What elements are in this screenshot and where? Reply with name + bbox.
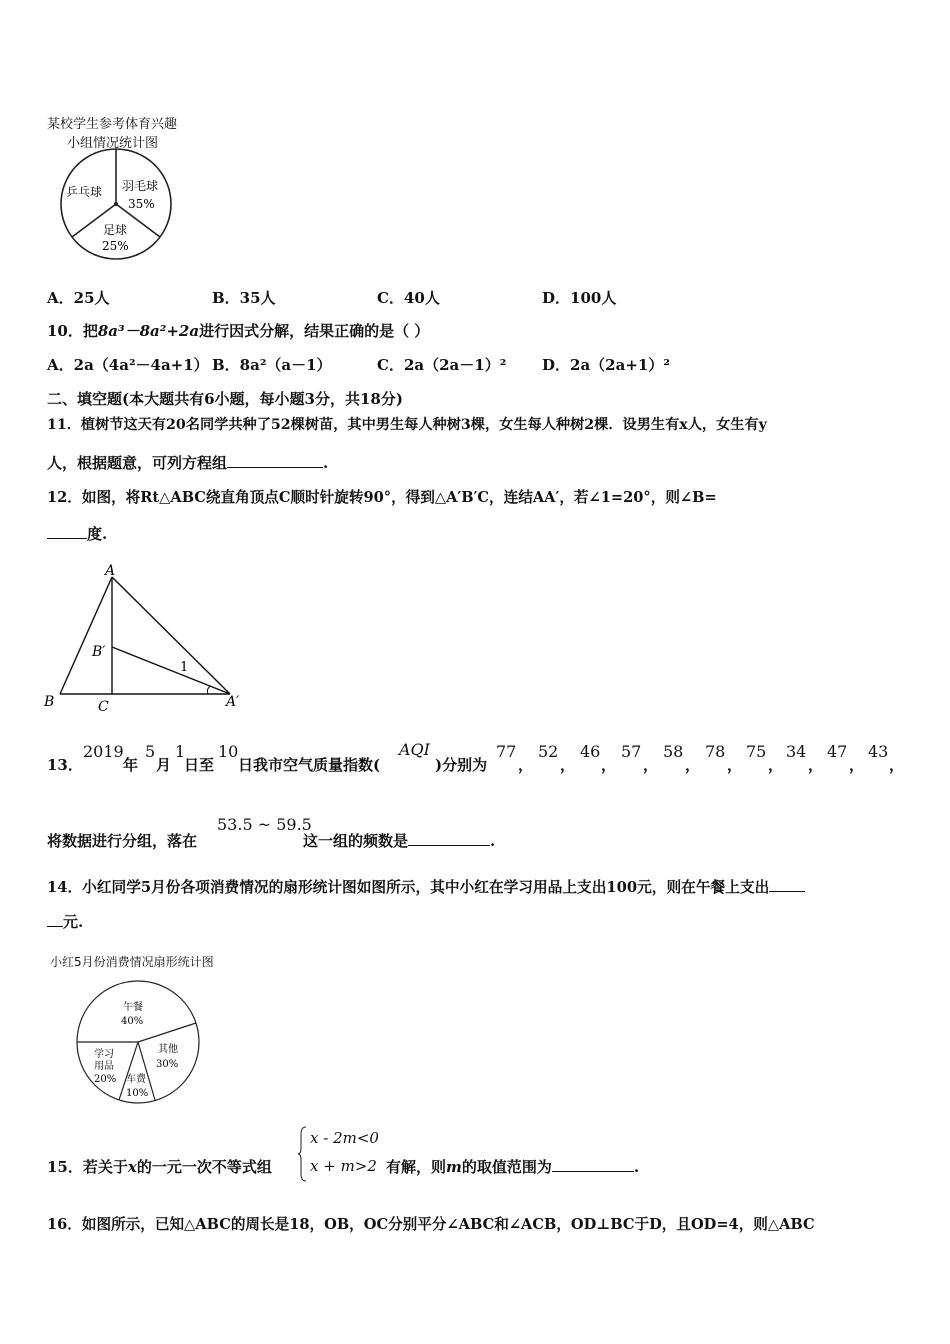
q11-line2-text: 人，根据题意，可列方程组 xyxy=(47,454,228,472)
q13-value-4: 57 xyxy=(621,742,642,761)
q13-aqi: AQI xyxy=(399,740,430,759)
q12-answer-blank[interactable] xyxy=(47,524,87,539)
q13-value-1: 77 xyxy=(496,742,517,761)
q12-end: 度. xyxy=(87,525,108,543)
q13-year: 2019 xyxy=(83,742,124,761)
q13-value-7: 75 xyxy=(746,742,767,761)
fig12-edge-B2A2 xyxy=(112,647,230,694)
q15-inequality-2: x + m>2 xyxy=(310,1157,377,1175)
pie2-label-lunch: 午餐 xyxy=(123,1002,143,1013)
q15-mid: 的一元一次不等式组 xyxy=(136,1158,272,1176)
pie1-label-football: 足球 xyxy=(103,223,128,237)
q13-sep-9: ， xyxy=(849,756,865,774)
pie1-label-badminton-pct: 35% xyxy=(128,197,155,211)
q11-line1: 11．植树节这天有20名同学共种了52棵树苗，其中男生每人种树3棵，女生每人种树2棵．设男生有x人，女生有y xyxy=(47,417,767,433)
q13-value-10: 43 xyxy=(868,742,889,761)
fig12-label-A: A xyxy=(105,563,116,579)
pie2-label-study-pct: 20% xyxy=(94,1074,117,1085)
q13-t-from: 日至 xyxy=(184,756,215,774)
pie2-label-fare: 车费 xyxy=(126,1074,146,1085)
q13-day2: 10 xyxy=(218,742,239,761)
pie2-divider-right xyxy=(138,1023,196,1042)
q9-option-b: B．35人 xyxy=(212,289,276,307)
q13-sep-7: ， xyxy=(768,756,784,774)
q13-line2-prefix: 将数据进行分组，落在 xyxy=(47,832,198,850)
pie2-label-supplies: 用品 xyxy=(94,1061,114,1072)
q15-var: x xyxy=(127,1158,137,1176)
q13-number: 13． xyxy=(47,756,83,774)
q13-sep-1: ， xyxy=(518,756,534,774)
pie2-label-other-pct: 30% xyxy=(156,1059,179,1070)
q14-line1 xyxy=(47,876,805,897)
q13-t-mid: 日我市空气质量指数( xyxy=(238,756,381,774)
fig12-label-C: C xyxy=(98,699,109,715)
q13-sep-10: ， xyxy=(889,756,905,774)
q12-line1: 12．如图，将Rt△ABC绕直角顶点C顺时针旋转90°，得到△A′B′C，连结AA′，若∠1=20°，则∠B= xyxy=(47,489,717,506)
pie2-label-fare-pct: 10% xyxy=(126,1088,149,1099)
q9-option-d: D．100人 xyxy=(542,289,617,307)
q13-sep-6: ， xyxy=(727,756,743,774)
pie1-label-football-pct: 25% xyxy=(102,239,129,253)
q14-answer-blank-part1[interactable] xyxy=(769,877,805,892)
pie1-label-pingpong: 乒乓球 xyxy=(66,185,103,199)
fig12-angle1-arc xyxy=(207,686,210,694)
q13-sep-3: ， xyxy=(601,756,617,774)
q13-value-8: 34 xyxy=(786,742,807,761)
figure12-triangle xyxy=(40,562,260,717)
pie1-center xyxy=(114,202,118,206)
q13-value-2: 52 xyxy=(538,742,559,761)
q13-day1: 1 xyxy=(175,742,186,761)
q13-value-3: 46 xyxy=(580,742,601,761)
q10-expr: 8a³－8a²+2a xyxy=(97,322,200,340)
q15-var2: m xyxy=(446,1158,462,1176)
pie1-label-badminton: 羽毛球 xyxy=(122,179,159,193)
q13-line2 xyxy=(303,830,495,851)
q12-line2 xyxy=(47,523,107,544)
q11-line2 xyxy=(47,452,328,473)
q9-option-c: C．40人 xyxy=(377,289,440,307)
pie1-title-line2: 小组情况统计图 xyxy=(67,136,159,151)
q15-prefix-line xyxy=(47,1156,272,1177)
q11-answer-blank[interactable] xyxy=(227,453,323,468)
q15-prefix: 15．若关于 xyxy=(47,1158,128,1176)
q15-suffix1: 有解，则 xyxy=(386,1158,447,1176)
q13-end: . xyxy=(490,832,496,850)
q13-sep-8: ， xyxy=(808,756,824,774)
q15-brace xyxy=(298,1126,308,1182)
pie2-label-lunch-pct: 40% xyxy=(121,1016,144,1027)
fig12-label-B: B xyxy=(44,694,55,710)
q13-t-year: 年 xyxy=(123,756,139,774)
q14-line2 xyxy=(47,911,83,932)
q10-stem-prefix: 10．把 xyxy=(47,322,98,340)
fig12-label-A2: A′ xyxy=(226,694,240,710)
fig12-label-1: 1 xyxy=(180,660,189,675)
q13-sep-2: ， xyxy=(560,756,576,774)
fig12-edge-AA2 xyxy=(112,577,230,694)
q15-answer-blank[interactable] xyxy=(552,1157,634,1172)
q13-sep-4: ， xyxy=(643,756,659,774)
q15-end: . xyxy=(633,1158,640,1176)
q15-suffix-line xyxy=(386,1156,639,1177)
q15-inequality-1: x - 2m<0 xyxy=(310,1129,379,1147)
q13-interval: 53.5 ~ 59.5 xyxy=(217,815,312,834)
q14-line1-text: 14．小红同学5月份各项消费情况的扇形统计图如图所示，其中小红在学习用品上支出100元，则在午餐上支出 xyxy=(47,879,770,896)
q16-text: 16．如图所示，已知△ABC的周长是18，OB，OC分别平分∠ABC和∠ACB，OD⊥BC于D，且OD=4，则△ABC xyxy=(47,1216,815,1233)
q13-value-5: 58 xyxy=(663,742,684,761)
q10-option-c: C．2a（2a－1）² xyxy=(377,356,507,374)
q13-value-6: 78 xyxy=(705,742,726,761)
pie2-chart xyxy=(74,978,202,1106)
q13-answer-blank[interactable] xyxy=(408,831,490,846)
q14-end: 元. xyxy=(63,913,84,931)
q14-answer-blank-part2[interactable] xyxy=(47,912,63,927)
section-fill-in-heading: 二、填空题(本大题共有6小题，每小题3分，共18分) xyxy=(47,390,403,408)
q13-value-9: 47 xyxy=(827,742,848,761)
q10-option-b: B．8a²（a－1） xyxy=(212,356,332,374)
q10-stem xyxy=(47,320,429,341)
fig12-label-B2: B′ xyxy=(92,644,106,660)
q10-option-d: D．2a（2a+1）² xyxy=(542,356,670,374)
q11-end: . xyxy=(323,454,329,472)
q13-sep-5: ， xyxy=(685,756,701,774)
q10-stem-suffix: 进行因式分解，结果正确的是（ ） xyxy=(199,322,430,340)
pie2-title: 小红5月份消费情况扇形统计图 xyxy=(50,955,214,969)
fig12-edge-AB xyxy=(60,577,112,694)
q9-option-a: A．25人 xyxy=(47,289,110,307)
q10-option-a: A．2a（4a²－4a+1） xyxy=(47,356,209,374)
pie2-label-study: 学习 xyxy=(94,1049,114,1060)
q13-t-month: 月 xyxy=(156,756,172,774)
q13-line2-suffix: 这一组的频数是 xyxy=(303,832,409,850)
q13-month: 5 xyxy=(145,742,156,761)
pie2-label-other: 其他 xyxy=(158,1044,178,1055)
pie1-title-line1: 某校学生参考体育兴趣 xyxy=(47,117,178,132)
pie1-chart xyxy=(58,146,174,262)
q13-t-after: )分别为 xyxy=(435,756,488,774)
q15-suffix2: 的取值范围为 xyxy=(461,1158,552,1176)
